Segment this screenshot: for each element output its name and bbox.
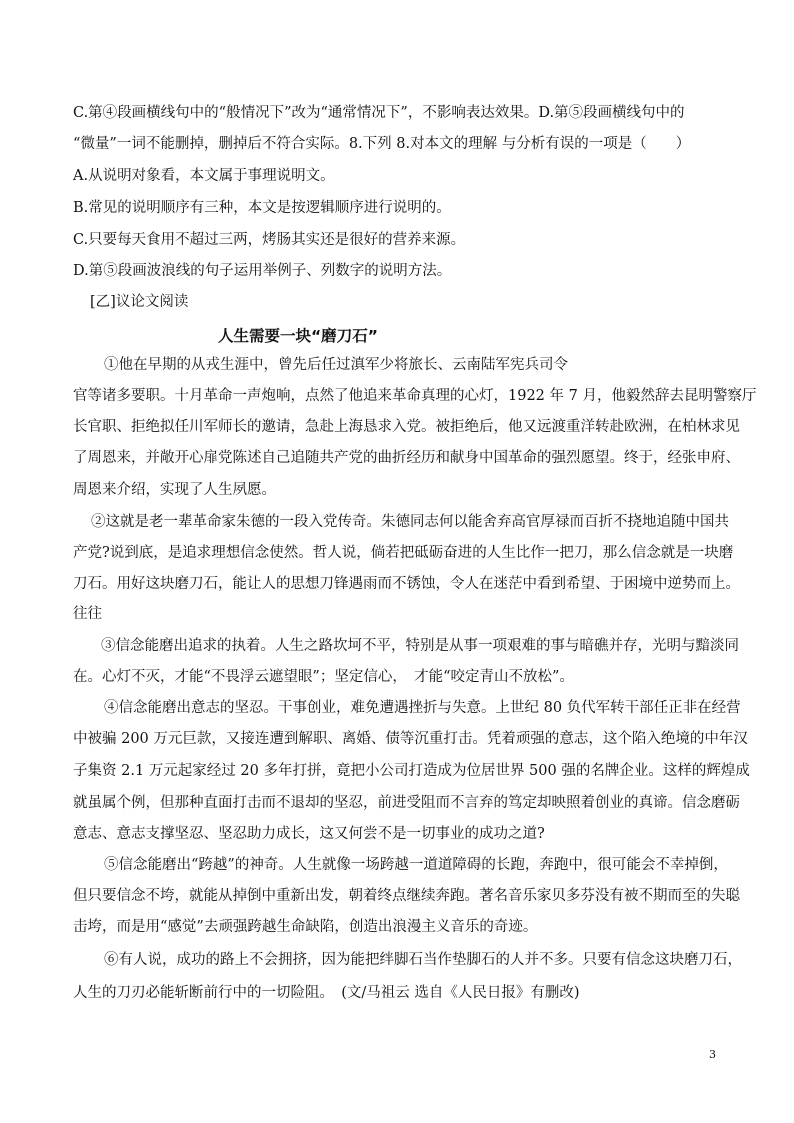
- paragraph-line: 官等诸多要职。十月革命一声炮响，点然了他追来革命真理的心灯，1922 年 7 月，他毅然辞去昆明警察厅: [73, 388, 757, 404]
- option-a: A.从说明对象看，本文属于事理说明文。: [73, 168, 335, 184]
- paragraph-line: ③信念能磨出追求的执着。人生之路坎坷不平，特别是从事一项艰难的事与暗礁并存，光明与黯淡同: [101, 638, 739, 654]
- paragraph-line: 在。心灯不灭，才能“不畏浮云遮望眼”；坚定信心， 才能“咬定青山不放松”。: [73, 669, 574, 685]
- paragraph-line: 往往: [73, 606, 102, 622]
- option-b: B.常见的说明顺序有三种，本文是按逻辑顺序进行说明的。: [73, 200, 451, 216]
- paragraph-line: 中被骗 200 万元巨款，又接连遭到解职、离婚、债等沉重打击。凭着顽强的意志，这个陷入绝境的中年汉: [73, 731, 748, 747]
- question-line-q8: “微量”一词不能删掉，删掉后不符合实际。8.下列 8.对本文的理解 与分析有误的一项是（ ）: [73, 136, 691, 152]
- page-number: 3: [709, 1048, 716, 1061]
- paragraph-line: ①他在早期的从戎生涯中，曾先后任过滇军少将旅长、云南陆军宪兵司令: [104, 357, 568, 373]
- question-line-c-d: C.第④段画横线句中的“般情况下”改为“通常情况下”，不影响表达效果。D.第⑤段画横线句中的: [73, 105, 685, 121]
- paragraph-line: ⑥有人说，成功的路上不会拥挤，因为能把绊脚石当作垫脚石的人并不多。只要有信念这块磨刀石，: [104, 952, 742, 968]
- paragraph-line: 意志、意志支撑坚忍、坚忍助力成长，这又何尝不是一切事业的成功之道?: [73, 826, 545, 842]
- paragraph-line: 了周恩来，并敞开心扉党陈述自己追随共产党的曲折经历和献身中国革命的强烈愿望。终于，经张申府、: [73, 450, 740, 466]
- paragraph-line: 击垮，而是用“感觉”去顽强跨越生命缺陷，创造出浪漫主义音乐的奇迹。: [73, 919, 538, 935]
- section-label: [乙]议论文阅读: [90, 294, 189, 310]
- paragraph-line: 刀石。用好这块磨刀石，能让人的思想刀锋遇雨而不锈蚀，令人在迷茫中看到希望、于困境中逆势而上。: [73, 576, 740, 592]
- paragraph-line: ④信念能磨出意志的坚忍。干事创业，难免遭遇挫折与失意。上世纪 80 负代军转干部任正非在经营: [104, 700, 741, 716]
- article-title: 人生需要一块“磨刀石”: [218, 327, 378, 345]
- paragraph-line: 长官职、拒绝拟任川军师长的邀请，急赴上海恳求入党。被拒绝后，他又远渡重洋转赴欧洲，在柏林求见: [73, 419, 740, 435]
- paragraph-line: 人生的刀刃必能斩断前行中的一切险阻。 (文/马祖云 选自《人民日报》有删改): [73, 985, 580, 1001]
- option-c: C.只要每天食用不超过三两，烤肠其实还是很好的营养来源。: [73, 232, 466, 248]
- paragraph-line: 就虽属个例，但那种直面打击而不退却的坚忍，前进受阻而不言弃的笃定却映照着创业的真谛。信念磨砺: [73, 795, 740, 811]
- paragraph-line: ⑤信念能磨出“跨越”的神奇。人生就像一场跨越一道道障碍的长跑，奔跑中，很可能会不幸掉倒，: [104, 857, 728, 873]
- paragraph-line: 但只要信念不垮，就能从掉倒中重新出发，朝着终点继续奔跑。著名音乐家贝多芬没有被不期而至的失聪: [73, 888, 740, 904]
- option-d: D.第⑤段画波浪线的句子运用举例子、列数字的说明方法。: [73, 263, 452, 279]
- paragraph-line: 产党?说到底，是追求理想信念使然。哲人说，倘若把砥砺奋进的人生比作一把刀，那么信念就是一块磨: [73, 545, 734, 561]
- paragraph-line: ②这就是老一辈革命家朱德的一段入党传奇。朱德同志何以能舍弃高官厚禄而百折不挠地追随中国共: [91, 514, 729, 530]
- paragraph-line: 周恩来介绍，实现了人生夙愿。: [73, 482, 276, 498]
- paragraph-line: 子集资 2.1 万元起家经过 20 多年打拼，竟把小公司打造成为位居世界 500 强的名牌企业。这样的辉煌成: [73, 763, 750, 779]
